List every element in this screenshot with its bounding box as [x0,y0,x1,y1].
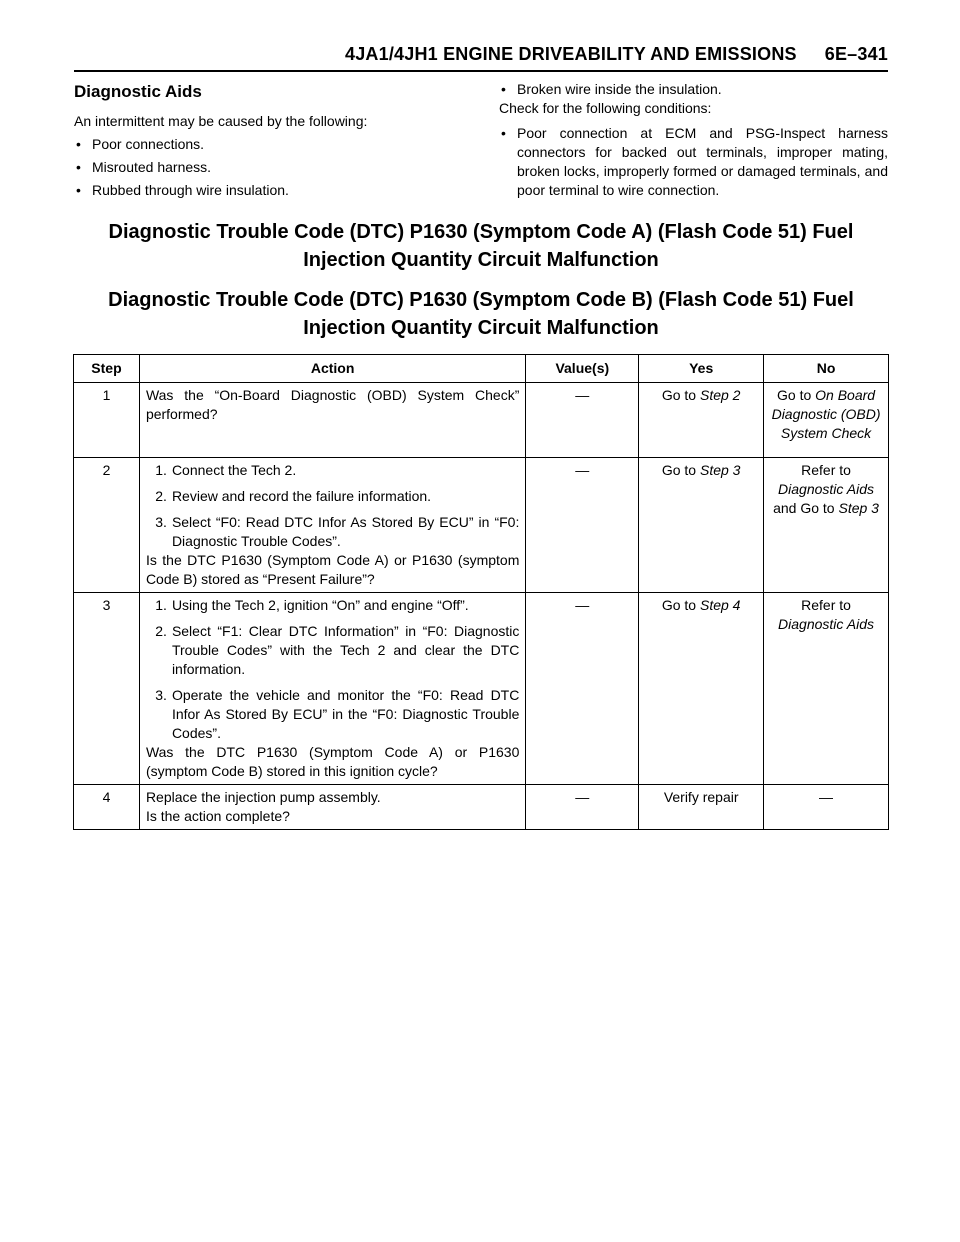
step-number: 1 [74,383,140,458]
conditions-list [499,124,888,200]
substep: 1. Connect the Tech 2. [146,461,519,480]
step-no [764,458,889,593]
table-row [74,785,889,830]
dtc-title-symptom-a: Diagnostic Trouble Code (DTC) P1630 (Symptom Code A) (Flash Code 51) Fuel Injection Quantity Circuit Malfunction [108,221,854,271]
page-number: 6E–341 [824,44,888,64]
diagnostic-aids-title: Diagnostic Aids [74,82,202,101]
step-value: — [526,785,639,830]
list-item: • Poor connection at ECM and PSG-Inspect harness connectors for backed out terminals, improper mating, broken locks, improperly formed or damaged terminals, and poor terminal to wire connection. [499,124,888,200]
diagnostic-aids-left-column [74,80,454,204]
step-yes: Verify repair [639,785,764,830]
step-no [764,593,889,785]
header-action: Action [139,355,525,383]
header-yes: Yes [639,355,764,383]
table-row [74,383,889,458]
header-no: No [764,355,889,383]
yes-prefix: Go to [661,462,700,478]
substep-text: Review and record the failure information. [171,488,432,504]
list-item: • Rubbed through wire insulation. [74,181,454,200]
step-number: 2 [74,458,140,593]
diagnostic-aids-right-column [499,80,888,204]
yes-reference-link[interactable]: Step 3 [699,462,741,478]
step-action [139,383,525,458]
page-header [74,44,888,65]
no-prefix: Refer to [801,597,851,613]
diagnostic-aids-intro: An intermittent may be caused by the following: [74,113,368,129]
manual-section-title: 4JA1/4JH1 ENGINE DRIVEABILITY AND EMISSIONS [345,44,797,64]
list-item: • Poor connections. [74,135,454,154]
step-no: — [764,785,889,830]
step-question: Was the DTC P1630 (Symptom Code A) or P1630 (symptom Code B) stored in this ignition cycle? [145,744,520,779]
yes-reference-link[interactable]: Step 2 [699,387,741,403]
step-action [139,458,525,593]
yes-reference-link[interactable]: Step 4 [699,597,741,613]
step-yes [639,458,764,593]
step-action [139,593,525,785]
substep-text: Using the Tech 2, ignition “On” and engine “Off”. [171,597,469,613]
header-values: Value(s) [526,355,639,383]
step-action [139,785,525,830]
check-intro: Check for the following conditions: [499,100,712,116]
header-step: Step [74,355,140,383]
substep: 2. Review and record the failure information. [146,487,519,506]
list-item: • Misrouted harness. [74,158,454,177]
table-row [74,458,889,593]
yes-prefix: Go to [661,597,700,613]
step-yes [639,593,764,785]
table-header-row [74,355,889,383]
substep-text: Connect the Tech 2. [171,462,297,478]
substep: 1. Using the Tech 2, ignition “On” and engine “Off”. [146,596,519,615]
no-prefix: Refer to [801,462,851,478]
yes-prefix: Go to [661,387,700,403]
substep: 2. Select “F1: Clear DTC Information” in “F0: Diagnostic Trouble Codes” with the Tech 2 and clear the DTC information. [155,623,520,677]
causes-list-continued [499,80,888,99]
table-row [74,593,889,785]
list-item: • Broken wire inside the insulation. [499,80,888,99]
no-reference-link[interactable]: Diagnostic Aids [778,481,875,497]
step-question: Is the DTC P1630 (Symptom Code A) or P1630 (symptom Code B) stored as “Present Failure”? [145,552,520,587]
no-reference-link[interactable]: On Board Diagnostic (OBD) System Check [771,387,881,441]
step-value: — [526,458,639,593]
substep-text: Select “F1: Clear DTC Information” in “F0: Diagnostic Trouble Codes” with the Tech 2 and clear the DTC information. [171,623,520,677]
step-no [764,383,889,458]
step-question: Was the “On-Board Diagnostic (OBD) System Check” performed? [145,387,520,422]
substep: 3. Operate the vehicle and monitor the “F0: Read DTC Infor As Stored By ECU” in the “F0: Diagnostic Trouble Codes”. [155,687,520,741]
no-reference-link[interactable]: Diagnostic Aids [778,616,875,632]
step-number: 4 [74,785,140,830]
header-rule [74,70,888,72]
step-question: Is the action complete? [145,808,290,824]
step-value: — [526,593,639,785]
substep-text: Select “F0: Read DTC Infor As Stored By ECU” in “F0: Diagnostic Trouble Codes”. [171,514,520,549]
step-yes [639,383,764,458]
diagnostic-steps-table [73,354,889,830]
no-reference-link-2[interactable]: Step 3 [838,500,879,516]
step-action-line: Replace the injection pump assembly. [145,789,381,805]
causes-list [74,135,454,200]
substep-text: Operate the vehicle and monitor the “F0: Read DTC Infor As Stored By ECU” in the “F0: Diagnostic Trouble Codes”. [171,687,520,741]
step-value: — [526,383,639,458]
step-number: 3 [74,593,140,785]
dtc-title-symptom-b: Diagnostic Trouble Code (DTC) P1630 (Symptom Code B) (Flash Code 51) Fuel Injection Quantity Circuit Malfunction [108,289,854,339]
no-mid-text: and Go to [773,500,839,516]
no-prefix: Go to [777,387,816,403]
substep: 3. Select “F0: Read DTC Infor As Stored By ECU” in “F0: Diagnostic Trouble Codes”. [155,514,520,549]
